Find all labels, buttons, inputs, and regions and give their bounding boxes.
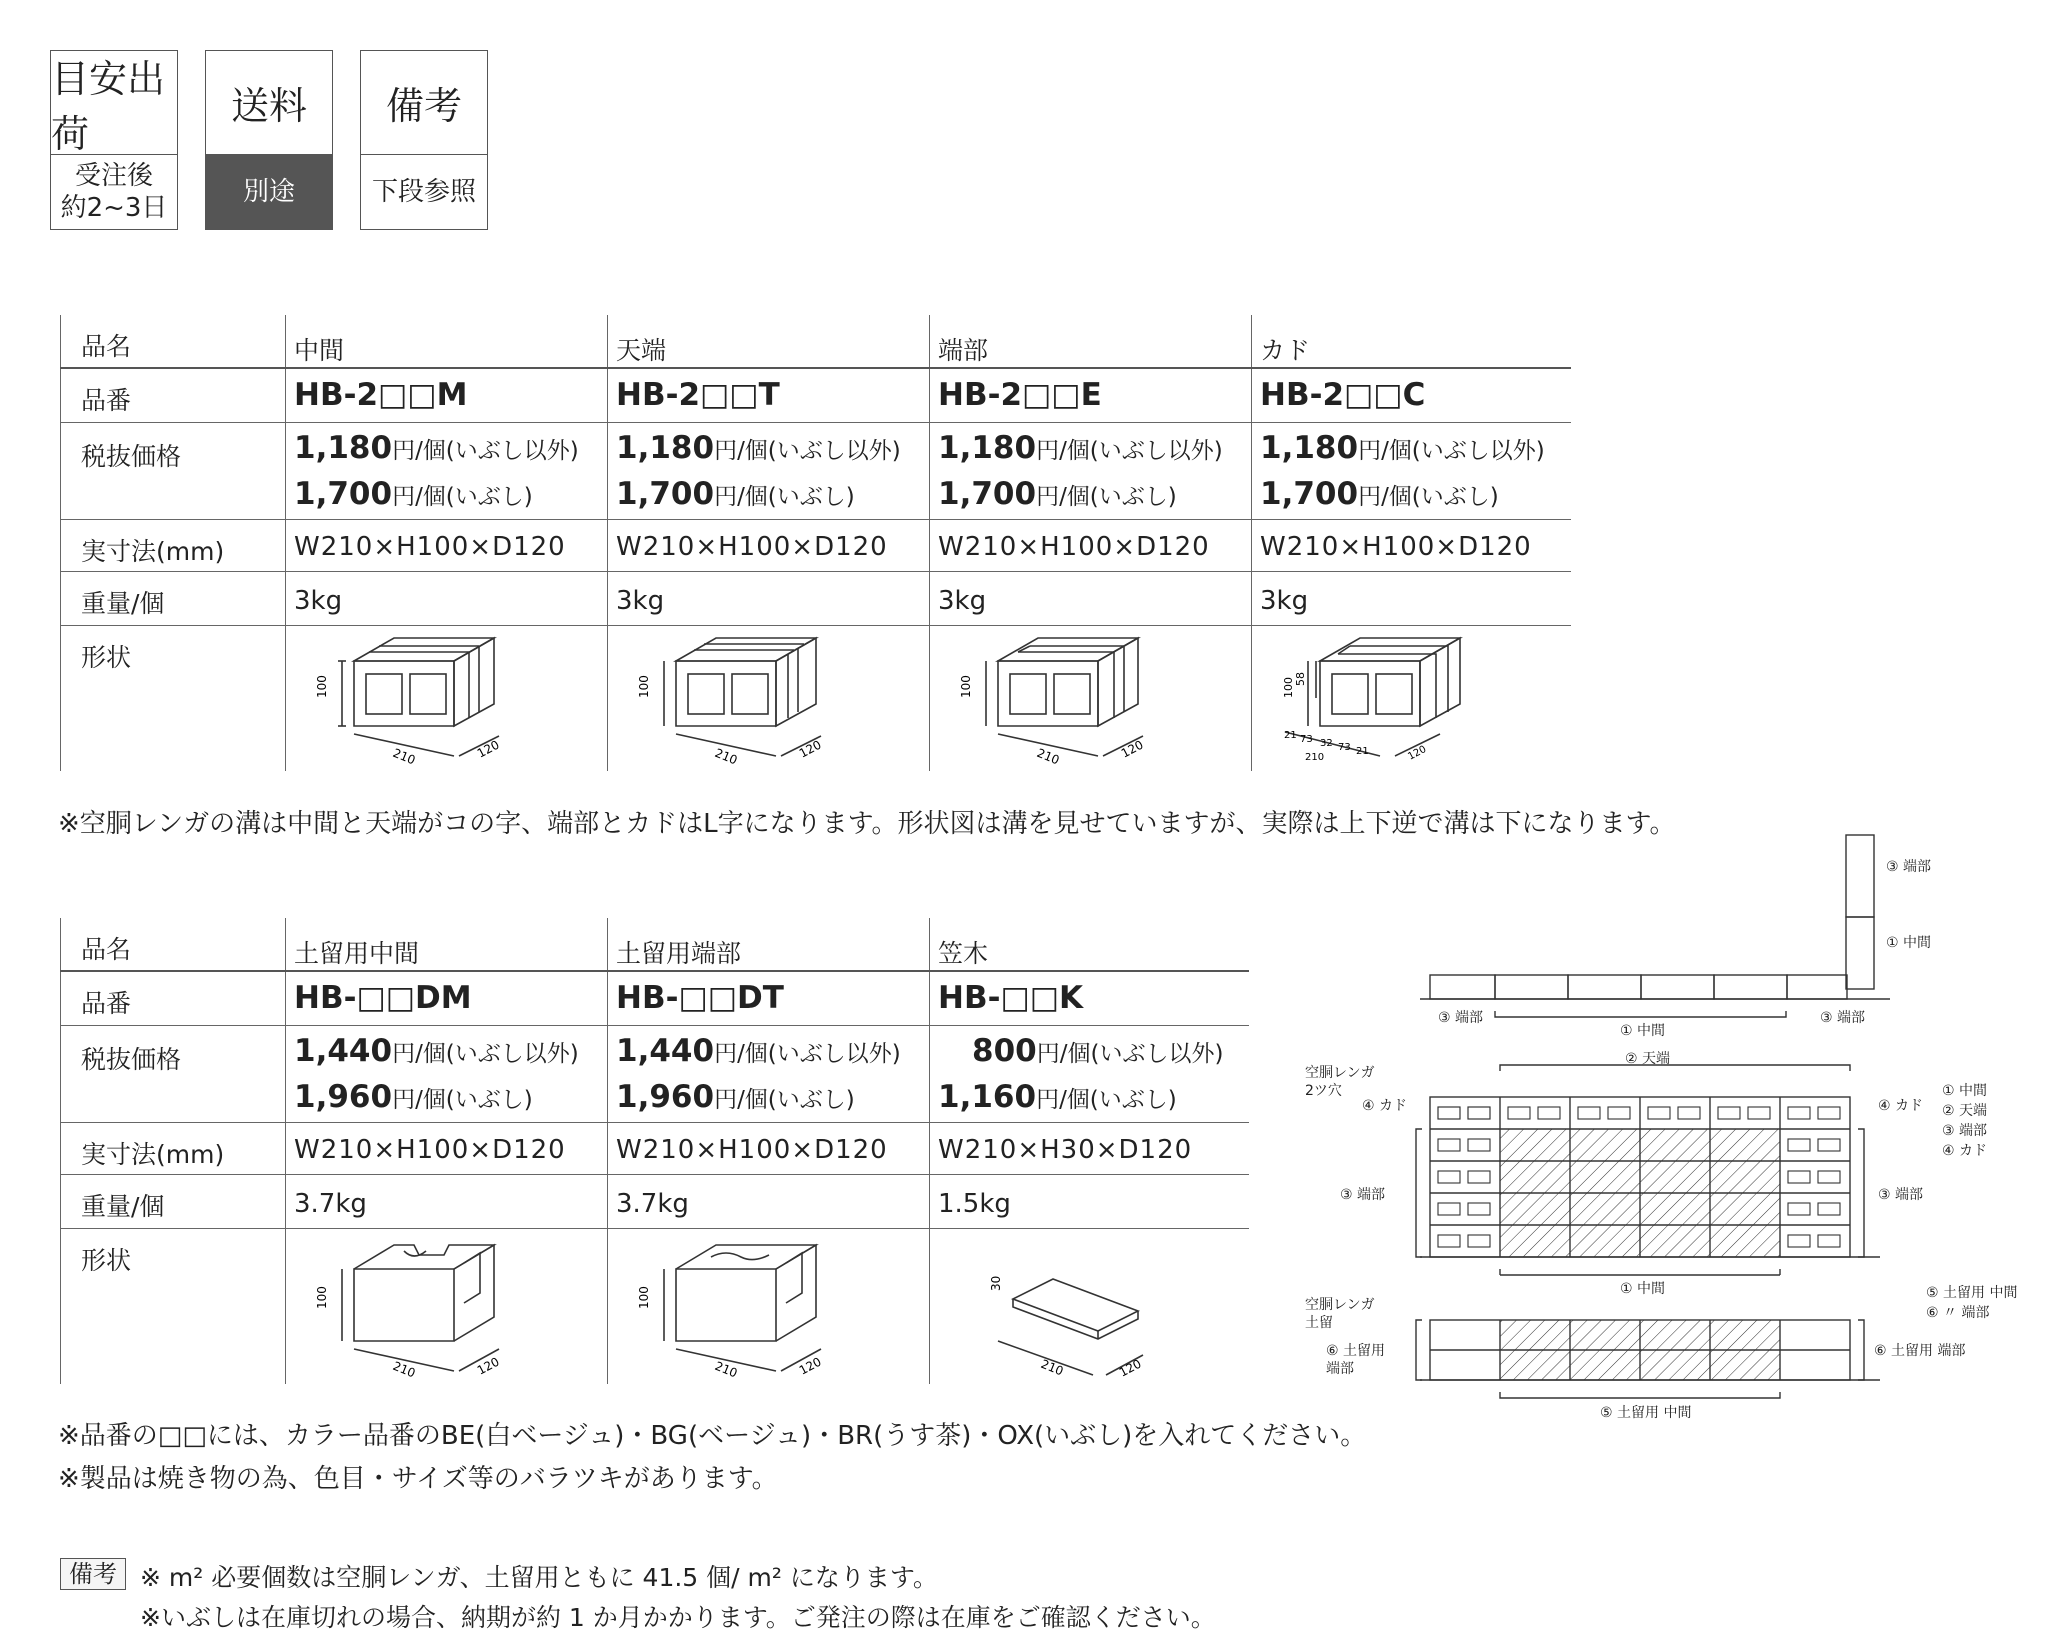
svg-text:120: 120 xyxy=(474,737,502,761)
shape-top xyxy=(608,625,930,771)
svg-text:④ カド: ④ カド xyxy=(1362,1098,1408,1114)
label-code: 品番 xyxy=(61,368,286,422)
col-name: 端部 xyxy=(930,315,1252,368)
weight-cell: 3.7kg xyxy=(608,1174,930,1228)
product-code: HB-□□DT xyxy=(608,971,930,1025)
svg-text:④ カド: ④ カド xyxy=(1878,1098,1924,1114)
weight-cell: 3kg xyxy=(608,571,930,625)
svg-text:④ カド: ④ カド xyxy=(1942,1143,1988,1159)
spec-table-retaining xyxy=(60,918,1249,1384)
price-cell: 1,180円/個(いぶし以外) 1,700円/個(いぶし) xyxy=(1252,422,1571,519)
dims-cell: W210×H30×D120 xyxy=(930,1122,1249,1174)
svg-text:210: 210 xyxy=(1305,751,1325,763)
layout-diagram xyxy=(1290,825,2018,1435)
dims-cell: W210×H100×D120 xyxy=(1252,519,1571,571)
label-shape: 形状 xyxy=(61,625,286,771)
label-price: 税抜価格 xyxy=(61,422,286,519)
svg-text:58: 58 xyxy=(1294,671,1307,686)
note-groove: ※空胴レンガの溝は中間と天端がコの字、端部とカドはL字になります。形状図は溝を見せていますが、実際は上下逆で溝は下になります。 xyxy=(58,809,1676,839)
svg-text:② 天端: ② 天端 xyxy=(1625,1051,1671,1067)
shape-retain-middle xyxy=(286,1228,608,1384)
label-weight: 重量/個 xyxy=(61,1174,286,1228)
svg-text:120: 120 xyxy=(796,1354,824,1378)
svg-text:空胴レンガ土留: 空胴レンガ土留 xyxy=(1305,1297,1375,1331)
svg-text:73: 73 xyxy=(1338,741,1351,753)
col-name: 笠木 xyxy=(930,918,1249,971)
svg-text:30: 30 xyxy=(989,1275,1003,1291)
svg-text:120: 120 xyxy=(474,1354,502,1378)
remarks-box xyxy=(360,50,488,230)
weight-cell: 3kg xyxy=(930,571,1252,625)
svg-text:100: 100 xyxy=(637,1285,651,1309)
svg-text:③ 端部: ③ 端部 xyxy=(1438,1010,1484,1026)
brick-middle-drawing xyxy=(294,626,594,766)
col-name: 土留用中間 xyxy=(286,918,608,971)
label-shape: 形状 xyxy=(61,1228,286,1384)
svg-text:⑥ 〃 端部: ⑥ 〃 端部 xyxy=(1926,1305,1990,1321)
svg-text:100: 100 xyxy=(1282,676,1295,698)
price-cell: 1,440円/個(いぶし以外) 1,960円/個(いぶし) xyxy=(286,1025,608,1122)
price-cell: 1,180円/個(いぶし以外) 1,700円/個(いぶし) xyxy=(930,422,1252,519)
col-name: 土留用端部 xyxy=(608,918,930,971)
dims-cell: W210×H100×D120 xyxy=(608,519,930,571)
svg-text:⑥ 土留用 端部: ⑥ 土留用 端部 xyxy=(1874,1343,1966,1359)
price-cell: 1,180円/個(いぶし以外) 1,700円/個(いぶし) xyxy=(608,422,930,519)
svg-text:③ 端部: ③ 端部 xyxy=(1886,859,1932,875)
svg-text:① 中間: ① 中間 xyxy=(1620,1023,1666,1039)
label-weight: 重量/個 xyxy=(61,571,286,625)
svg-text:① 中間: ① 中間 xyxy=(1886,935,1932,951)
svg-text:③ 端部: ③ 端部 xyxy=(1878,1187,1924,1203)
remarks-value: 下段参照 xyxy=(371,177,476,207)
svg-text:100: 100 xyxy=(315,1285,329,1309)
col-name: 中間 xyxy=(286,315,608,368)
svg-text:100: 100 xyxy=(637,674,651,698)
shape-middle xyxy=(286,625,608,771)
brick-end-drawing xyxy=(938,626,1238,766)
svg-text:120: 120 xyxy=(1118,737,1146,761)
svg-text:100: 100 xyxy=(959,674,973,698)
svg-text:⑤ 土留用 中間: ⑤ 土留用 中間 xyxy=(1926,1285,2018,1301)
brick-top-drawing xyxy=(616,626,916,766)
product-code: HB-□□K xyxy=(930,971,1249,1025)
col-name: カド xyxy=(1252,315,1571,368)
product-code: HB-□□DM xyxy=(286,971,608,1025)
price-cell: 800円/個(いぶし以外) 1,160円/個(いぶし) xyxy=(930,1025,1249,1122)
remark-quantity: ※ m² 必要個数は空胴レンガ、土留用ともに 41.5 個/ m² になります。 xyxy=(140,1563,938,1592)
svg-text:⑤ 土留用 中間: ⑤ 土留用 中間 xyxy=(1600,1405,1692,1421)
shape-retain-end xyxy=(608,1228,930,1384)
shipping-value: 受注後 約2~3日 xyxy=(60,161,168,223)
svg-text:73: 73 xyxy=(1300,733,1313,745)
product-code: HB-2□□E xyxy=(930,368,1252,422)
svg-text:120: 120 xyxy=(1116,1356,1144,1380)
remarks-title: 備考 xyxy=(361,51,487,155)
svg-text:② 天端: ② 天端 xyxy=(1942,1103,1988,1119)
svg-text:210: 210 xyxy=(390,1358,418,1380)
brick-corner-drawing xyxy=(1260,626,1560,766)
svg-text:③ 端部: ③ 端部 xyxy=(1820,1010,1866,1026)
product-code: HB-2□□M xyxy=(286,368,608,422)
dims-cell: W210×H100×D120 xyxy=(608,1122,930,1174)
note-color-codes: ※品番の□□には、カラー品番のBE(白ベージュ)・BG(ベージュ)・BR(うす茶)・OX(いぶし)を入れてください。 xyxy=(58,1421,1367,1451)
svg-text:120: 120 xyxy=(796,737,824,761)
svg-text:210: 210 xyxy=(1038,1356,1066,1378)
svg-text:空胴レンガ2ツ穴: 空胴レンガ 2ツ穴 xyxy=(1305,1065,1375,1099)
col-name: 天端 xyxy=(608,315,930,368)
brick-retain-middle-drawing xyxy=(294,1229,594,1379)
brick-coping-drawing xyxy=(938,1229,1238,1379)
shipping-fee-value: 別途 xyxy=(206,155,332,229)
svg-text:120: 120 xyxy=(1406,743,1429,763)
svg-text:32: 32 xyxy=(1320,737,1333,749)
note-variation: ※製品は焼き物の為、色目・サイズ等のバラツキがあります。 xyxy=(58,1464,778,1494)
shipping-fee-title: 送料 xyxy=(206,51,332,155)
weight-cell: 3.7kg xyxy=(286,1174,608,1228)
price-cell: 1,440円/個(いぶし以外) 1,960円/個(いぶし) xyxy=(608,1025,930,1122)
svg-text:210: 210 xyxy=(712,745,740,767)
product-code: HB-2□□C xyxy=(1252,368,1571,422)
spec-table-hollow xyxy=(60,315,1571,771)
brick-retain-end-drawing xyxy=(616,1229,916,1379)
svg-text:210: 210 xyxy=(1034,745,1062,767)
svg-text:① 中間: ① 中間 xyxy=(1942,1083,1988,1099)
label-price: 税抜価格 xyxy=(61,1025,286,1122)
svg-text:21: 21 xyxy=(1284,729,1297,741)
weight-cell: 1.5kg xyxy=(930,1174,1249,1228)
svg-text:210: 210 xyxy=(712,1358,740,1380)
dims-cell: W210×H100×D120 xyxy=(286,519,608,571)
label-name: 品名 xyxy=(61,918,286,971)
dims-cell: W210×H100×D120 xyxy=(286,1122,608,1174)
svg-text:① 中間: ① 中間 xyxy=(1620,1281,1666,1297)
svg-text:③ 端部: ③ 端部 xyxy=(1340,1187,1386,1203)
price-cell: 1,180円/個(いぶし以外) 1,700円/個(いぶし) xyxy=(286,422,608,519)
svg-text:③ 端部: ③ 端部 xyxy=(1942,1123,1988,1139)
shipping-fee-box xyxy=(205,50,333,230)
weight-cell: 3kg xyxy=(1252,571,1571,625)
remark-tag: 備考 xyxy=(60,1558,126,1590)
shipping-title: 目安出荷 xyxy=(51,51,177,155)
svg-text:210: 210 xyxy=(390,745,418,767)
label-name: 品名 xyxy=(61,315,286,368)
shape-coping xyxy=(930,1228,1249,1384)
svg-text:21: 21 xyxy=(1356,745,1369,757)
shape-corner xyxy=(1252,625,1571,771)
product-code: HB-2□□T xyxy=(608,368,930,422)
weight-cell: 3kg xyxy=(286,571,608,625)
shape-end xyxy=(930,625,1252,771)
svg-text:⑥ 土留用端部: ⑥ 土留用端部 xyxy=(1326,1343,1386,1377)
remark-stock: ※いぶしは在庫切れの場合、納期が約 1 か月かかります。ご発注の際は在庫をご確認ください。 xyxy=(140,1603,1216,1632)
dims-cell: W210×H100×D120 xyxy=(930,519,1252,571)
svg-text:100: 100 xyxy=(315,674,329,698)
label-dims: 実寸法(mm) xyxy=(61,519,286,571)
label-dims: 実寸法(mm) xyxy=(61,1122,286,1174)
label-code: 品番 xyxy=(61,971,286,1025)
shipping-box xyxy=(50,50,178,230)
